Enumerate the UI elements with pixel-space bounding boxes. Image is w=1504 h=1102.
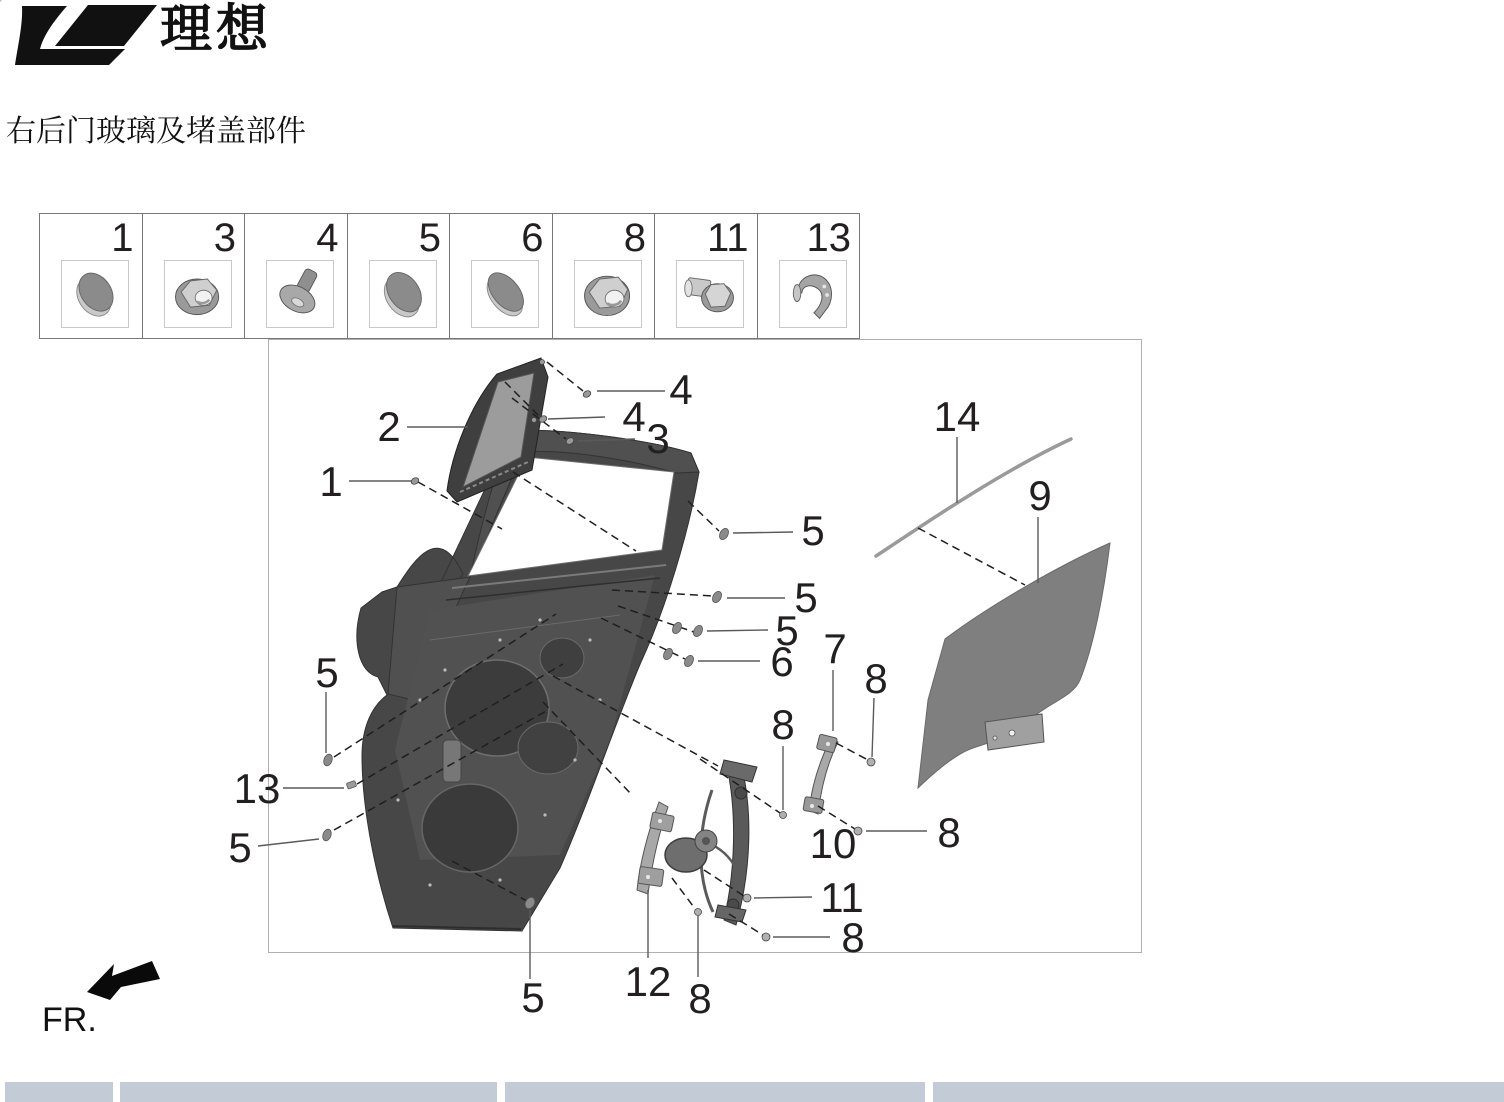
callout-label: 11 (820, 874, 864, 921)
callout-label: 3 (646, 415, 670, 462)
footer-bar (933, 1082, 1504, 1102)
callout-label: 4 (622, 393, 646, 440)
callout-label: 2 (377, 403, 401, 450)
callout-label: 7 (823, 625, 847, 672)
callout-label: 8 (864, 655, 888, 702)
callout-label: 14 (933, 393, 981, 440)
fr-arrow-icon (87, 961, 160, 1000)
callout-label: 5 (794, 574, 818, 621)
footer-bar (5, 1082, 113, 1102)
callout-label: 6 (770, 638, 794, 685)
page-title: 右后门玻璃及堵盖部件 (6, 115, 306, 148)
front-direction-indicator (42, 961, 160, 1039)
callout-label: 5 (801, 507, 825, 554)
callout-label: 8 (771, 701, 795, 748)
callout-label: 12 (624, 958, 672, 1005)
part-number: 1 (111, 216, 134, 260)
callout-label: 8 (688, 975, 712, 1022)
callout-label: 13 (233, 765, 281, 812)
footer-bar (505, 1082, 925, 1102)
part-number: 11 (706, 216, 749, 260)
fr-label: FR. (42, 1001, 97, 1039)
callout-label: 10 (809, 820, 857, 867)
callout-label: 9 (1028, 472, 1052, 519)
part-number: 4 (316, 216, 339, 260)
part-number: 8 (623, 216, 646, 260)
callout-label: 5 (228, 824, 252, 871)
callout-label: 8 (937, 809, 961, 856)
callout-label: 5 (775, 607, 799, 654)
callout-label: 5 (315, 649, 339, 696)
part-number: 3 (213, 216, 236, 260)
callout-label: 1 (319, 458, 343, 505)
callout-label: 8 (841, 914, 865, 961)
callout-label: 4 (669, 366, 693, 413)
callout-label: 5 (521, 974, 545, 1021)
part-number: 13 (806, 216, 851, 260)
part-number: 5 (418, 216, 441, 260)
brand-name: 理想 (160, 1, 273, 59)
part-number: 6 (521, 216, 544, 260)
footer-bar (120, 1082, 497, 1102)
